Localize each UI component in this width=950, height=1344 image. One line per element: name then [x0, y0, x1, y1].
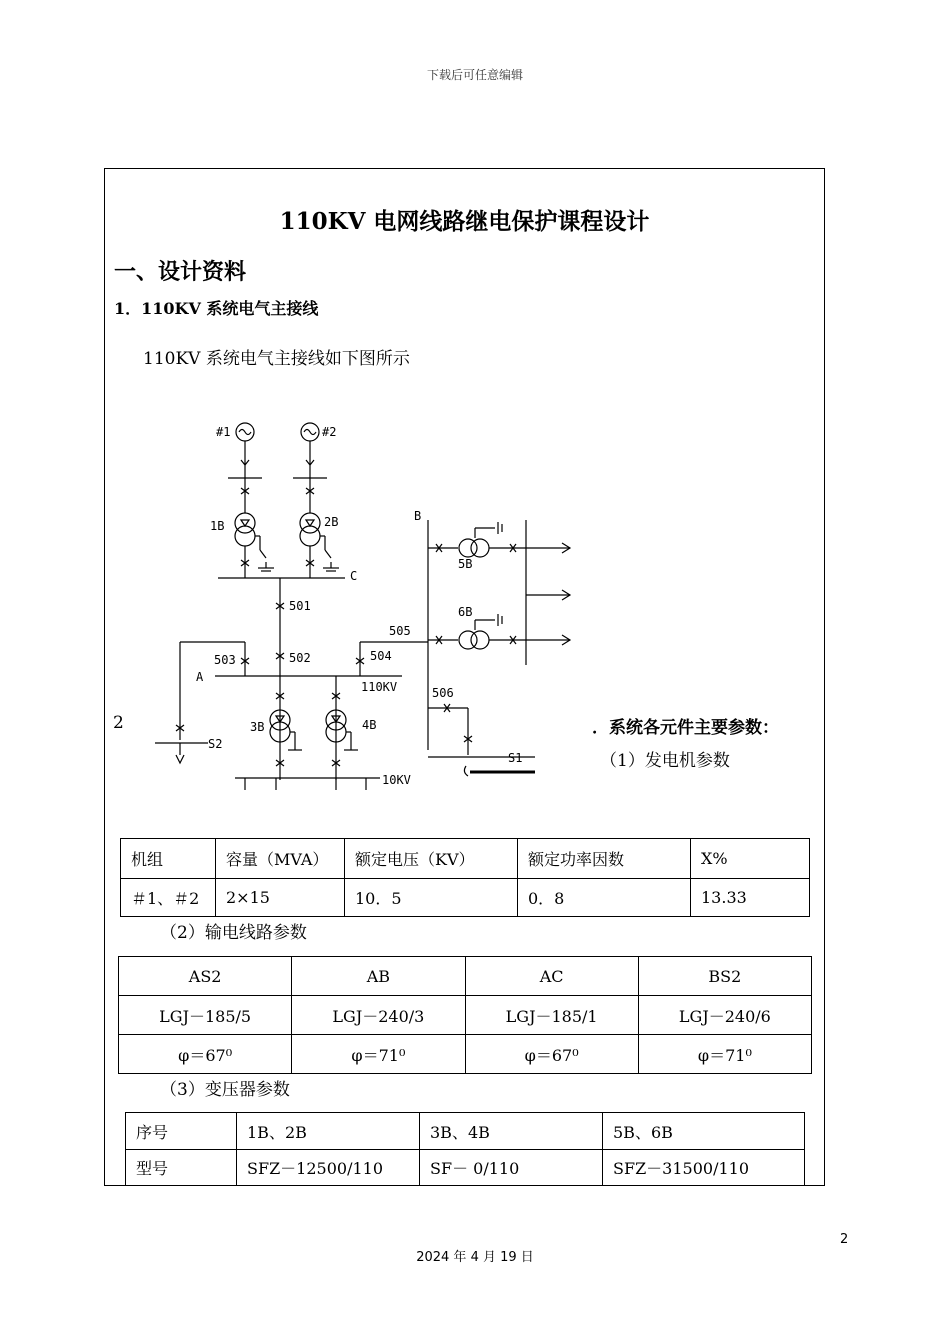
line-header: AS2 — [119, 957, 292, 996]
document-title: 110KV 电网线路继电保护课程设计 — [279, 208, 650, 235]
footer-date: 2024 年 4 月 19 日 — [416, 1250, 534, 1265]
label-s2: S2 — [208, 737, 223, 751]
label-2b: 2B — [324, 515, 339, 529]
gen-header: 额定电压（KV） — [345, 839, 518, 879]
trans-cell: 1B、2B — [237, 1113, 420, 1150]
line-header: AC — [465, 957, 638, 996]
gen-header: 机组 — [121, 839, 216, 879]
label-bus-a: A — [196, 670, 204, 684]
diagram-intro: 110KV 系统电气主接线如下图所示 — [143, 349, 410, 369]
line-header: AB — [292, 957, 465, 996]
generator-caption: （1）发电机参数 — [600, 751, 730, 771]
label-s1: S1 — [508, 751, 523, 765]
label-10kv: 10KV — [382, 773, 411, 787]
label-1b: 1B — [210, 519, 225, 533]
line-header: BS2 — [638, 957, 811, 996]
label-503: 503 — [214, 653, 236, 667]
transformer-table — [125, 1112, 805, 1186]
label-4b: 4B — [362, 718, 377, 732]
page-number: 2 — [840, 1232, 849, 1247]
line-table — [118, 956, 812, 1074]
trans-cell: 5B、6B — [603, 1113, 805, 1150]
line-type: LGJ－185/5 — [119, 996, 292, 1035]
line-type: LGJ－240/6 — [638, 996, 811, 1035]
header-note: 下载后可任意编辑 — [426, 68, 523, 82]
trans-cell: 序号 — [126, 1113, 237, 1150]
section2-heading: ．系统各元件主要参数： — [592, 718, 779, 738]
transformer-caption: （3）变压器参数 — [160, 1080, 290, 1100]
gen-cell: 2×15 — [216, 879, 345, 917]
line-phi: φ＝71⁰ — [638, 1035, 811, 1074]
label-502: 502 — [289, 651, 311, 665]
line-caption: （2）输电线路参数 — [160, 923, 307, 943]
subsection1-heading: 1．110KV 系统电气主接线 — [114, 299, 319, 318]
single-line-diagram — [140, 410, 600, 790]
line-type: LGJ－240/3 — [292, 996, 465, 1035]
line-phi: φ＝67⁰ — [465, 1035, 638, 1074]
gen-cell: 0．8 — [518, 879, 691, 917]
trans-cell: SFZ－12500/110 — [237, 1150, 420, 1186]
label-504: 504 — [370, 649, 392, 663]
label-6b: 6B — [458, 605, 473, 619]
label-3b: 3B — [250, 720, 265, 734]
label-501: 501 — [289, 599, 311, 613]
section2-number: 2 — [113, 713, 124, 733]
line-phi: φ＝71⁰ — [292, 1035, 465, 1074]
label-bus-c: C — [350, 569, 358, 583]
generator-table — [120, 838, 810, 917]
trans-cell: SFZ－31500/110 — [603, 1150, 805, 1186]
gen-header: 额定功率因数 — [518, 839, 691, 879]
label-506: 506 — [432, 686, 454, 700]
trans-cell: 型号 — [126, 1150, 237, 1186]
label-505: 505 — [389, 624, 411, 638]
label-gen1: #1 — [216, 425, 231, 439]
section1-heading: 一、设计资料 — [114, 259, 247, 285]
label-5b: 5B — [458, 557, 473, 571]
gen-cell: ＃1、＃2 — [121, 879, 216, 917]
trans-cell: 3B、4B — [420, 1113, 603, 1150]
line-type: LGJ－185/1 — [465, 996, 638, 1035]
gen-header: X% — [691, 839, 810, 879]
gen-cell: 13.33 — [691, 879, 810, 917]
gen-header: 容量（MVA） — [216, 839, 345, 879]
gen-cell: 10．5 — [345, 879, 518, 917]
trans-cell: SF－ 0/110 — [420, 1150, 603, 1186]
label-gen2: #2 — [322, 425, 337, 439]
label-bus-b: B — [414, 509, 422, 523]
label-110kv: 110KV — [361, 680, 398, 694]
line-phi: φ＝67⁰ — [119, 1035, 292, 1074]
